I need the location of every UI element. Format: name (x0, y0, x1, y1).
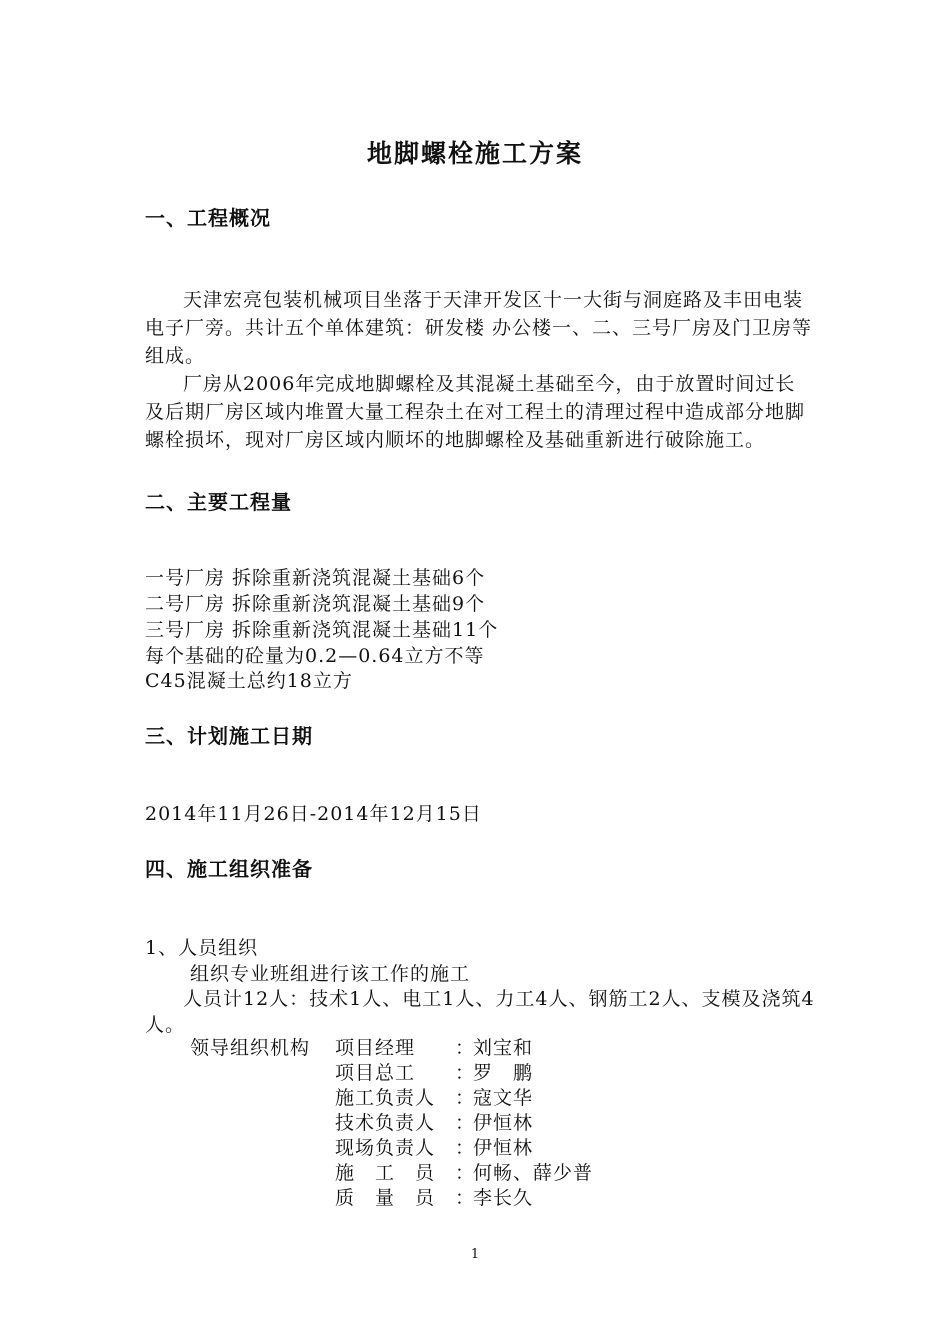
org-role: 项目经理 (335, 1037, 416, 1059)
org-row (190, 1186, 533, 1211)
org-person: 罗 鹏 (473, 1062, 534, 1084)
page-number: 1 (470, 1247, 480, 1262)
org-person: 伊恒林 (473, 1137, 534, 1159)
staffing-count: 人员计12人：技术1人、电工1人、力工4人、钢筋工2人、支模及浇筑4人。 (145, 988, 815, 1036)
quantity-line: C45混凝土总约18立方 (145, 670, 353, 692)
overview-paragraph-1: 天津宏亮包装机械项目坐落于天津开发区十一大街与洞庭路及丰田电装电子厂旁。共计五个单体建筑：研发楼 办公楼一、二、三号厂房及门卫房等组成。 (145, 289, 813, 367)
org-row (190, 1161, 593, 1186)
schedule-date: 2014年11月26日-2014年12月15日 (145, 803, 482, 825)
org-person: 何畅、薛少普 (473, 1162, 594, 1184)
org-row (190, 1111, 533, 1136)
org-person: 李长久 (473, 1187, 534, 1209)
org-colon: ： (455, 1187, 476, 1209)
quantity-line: 每个基础的砼量为0.2—0.64立方不等 (145, 645, 485, 667)
org-row (190, 1136, 533, 1161)
org-role: 质 量 员 (335, 1187, 436, 1209)
section-heading-schedule: 三、计划施工日期 (145, 724, 313, 748)
org-colon: ： (455, 1162, 476, 1184)
overview-paragraph-2: 厂房从2006年完成地脚螺栓及其混凝土基础至今，由于放置时间过长及后期厂房区域内堆置大量工程杂土在对工程土的清理过程中造成部分地脚螺栓损坏，现对厂房区域内顺坏的地脚螺栓及基础重新进行破除施工。 (145, 373, 806, 451)
org-colon: ： (455, 1037, 476, 1059)
org-person: 刘宝和 (473, 1037, 534, 1059)
section-heading-quantities: 二、主要工程量 (145, 490, 292, 514)
document-title: 地脚螺栓施工方案 (366, 139, 583, 168)
org-row (190, 1036, 533, 1061)
staffing-item: 1、人员组织 (145, 937, 259, 959)
org-role: 项目总工 (335, 1062, 416, 1084)
org-role: 施工负责人 (335, 1087, 436, 1109)
section-heading-overview: 一、工程概况 (145, 206, 271, 230)
org-row (190, 1086, 533, 1111)
org-colon: ： (455, 1112, 476, 1134)
quantity-line: 一号厂房 拆除重新浇筑混凝土基础6个 (145, 567, 486, 589)
section-heading-organization: 四、施工组织准备 (145, 857, 313, 881)
staffing-line: 组织专业班组进行该工作的施工 (190, 963, 471, 985)
org-role: 技术负责人 (335, 1112, 436, 1134)
org-colon: ： (455, 1062, 476, 1084)
org-role: 施 工 员 (335, 1162, 436, 1184)
org-colon: ： (455, 1087, 476, 1109)
org-label: 领导组织机构 (190, 1037, 311, 1059)
org-role: 现场负责人 (335, 1137, 436, 1159)
org-person: 伊恒林 (473, 1112, 534, 1134)
org-row (190, 1061, 533, 1086)
quantity-line: 二号厂房 拆除重新浇筑混凝土基础9个 (145, 593, 486, 615)
org-person: 寇文华 (473, 1087, 534, 1109)
org-colon: ： (455, 1137, 476, 1159)
quantity-line: 三号厂房 拆除重新浇筑混凝土基础11个 (145, 619, 499, 641)
